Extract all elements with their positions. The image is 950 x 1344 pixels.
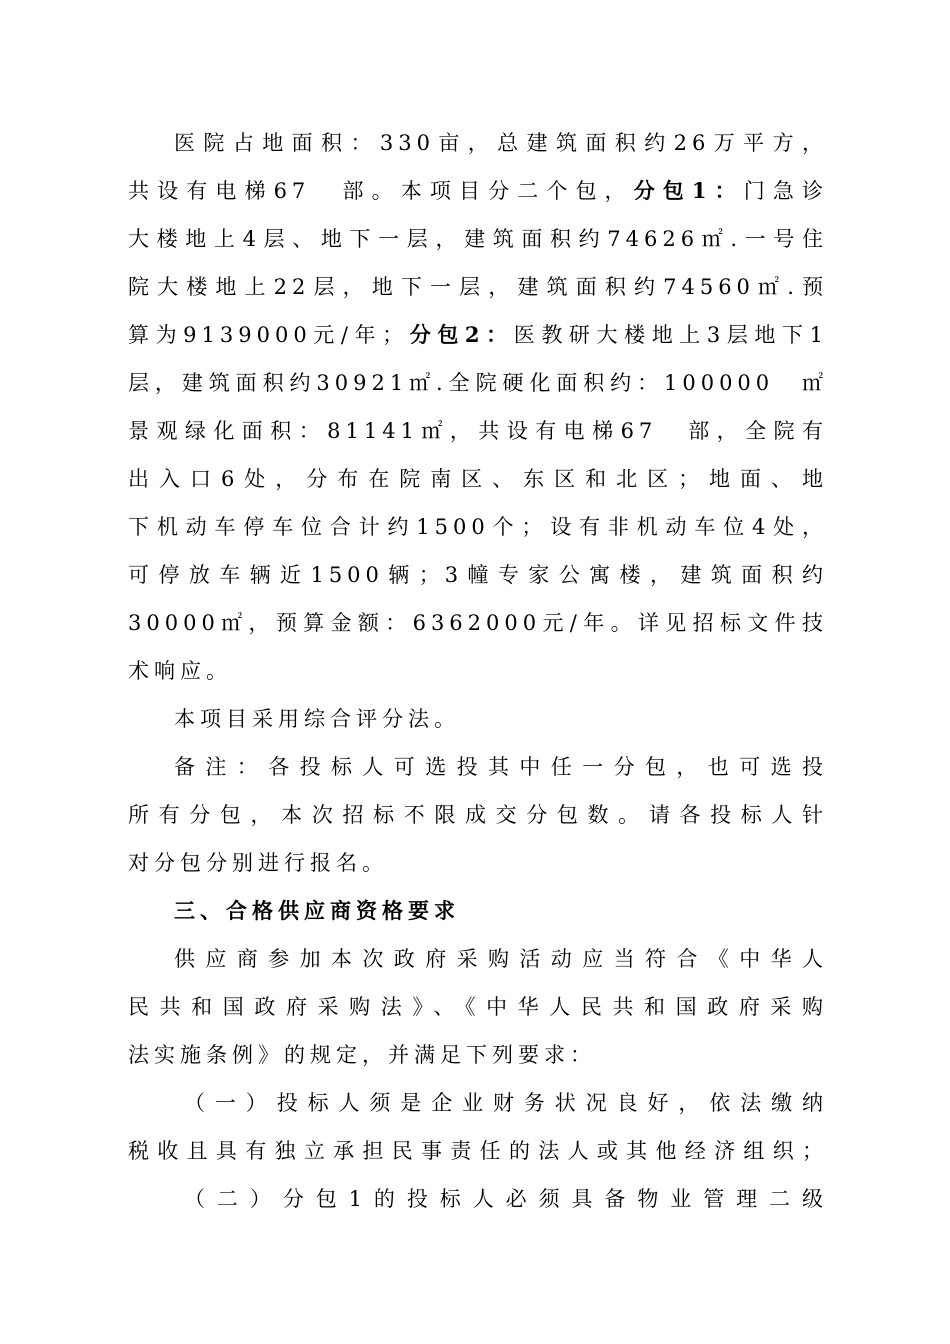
- text-line: 医院占地面积：330亩，总建筑面积约26万平方，: [174, 131, 828, 155]
- text-segment: 医教研大楼地上3层地下1: [513, 323, 828, 347]
- text-segment: 共设有电梯67 部。本项目分二个包，: [128, 179, 634, 203]
- text-line: 所有分包，本次招标不限成交分包数。请各投标人针: [128, 803, 828, 827]
- package1-label: 分包1：: [633, 178, 744, 203]
- text-line: 景观绿化面积：81141㎡，共设有电梯67 部，全院有: [128, 419, 828, 443]
- package2-label: 分包2：: [408, 322, 514, 347]
- text-line: 术响应。: [128, 659, 232, 683]
- text-line: 可停放车辆近1500辆；3幢专家公寓楼，建筑面积约: [128, 563, 828, 587]
- text-line: （二）分包1的投标人必须具备物业管理二级: [184, 1187, 828, 1211]
- text-line: 对分包分别进行报名。: [128, 851, 388, 875]
- section-heading: 三、合格供应商资格要求: [174, 898, 460, 923]
- text-line: （一）投标人须是企业财务状况良好，依法缴纳: [184, 1091, 828, 1115]
- text-line: 供应商参加本次政府采购活动应当符合《中华人: [174, 947, 828, 971]
- text-line: 备注：各投标人可选投其中任一分包，也可选投: [174, 755, 828, 779]
- text-line: [128, 318, 828, 352]
- text-line: 民共和国政府采购法》、《中华人民共和国政府采购: [128, 995, 828, 1019]
- text-line: 院大楼地上22层，地下一层，建筑面积约74560㎡.预: [128, 275, 828, 299]
- text-segment: 门急诊: [743, 179, 828, 203]
- text-line: 法实施条例》的规定，并满足下列要求：: [128, 1043, 596, 1067]
- text-line: 下机动车停车位合计约1500个；设有非机动车位4处，: [128, 515, 828, 539]
- text-line: [128, 174, 828, 208]
- text-line: 大楼地上4层、地下一层，建筑面积约74626㎡.一号住: [128, 227, 828, 251]
- text-line: 出入口6处，分布在院南区、东区和北区；地面、地: [128, 467, 828, 491]
- text-line: 层，建筑面积约30921㎡.全院硬化面积约：100000 ㎡: [128, 371, 828, 395]
- text-line: 税收且具有独立承担民事责任的法人或其他经济组织；: [128, 1139, 828, 1163]
- text-line: 30000㎡，预算金额：6362000元/年。详见招标文件技: [128, 611, 828, 635]
- text-segment: 算为9139000元/年；: [128, 323, 409, 347]
- method-paragraph: 本项目采用综合评分法。: [174, 707, 460, 731]
